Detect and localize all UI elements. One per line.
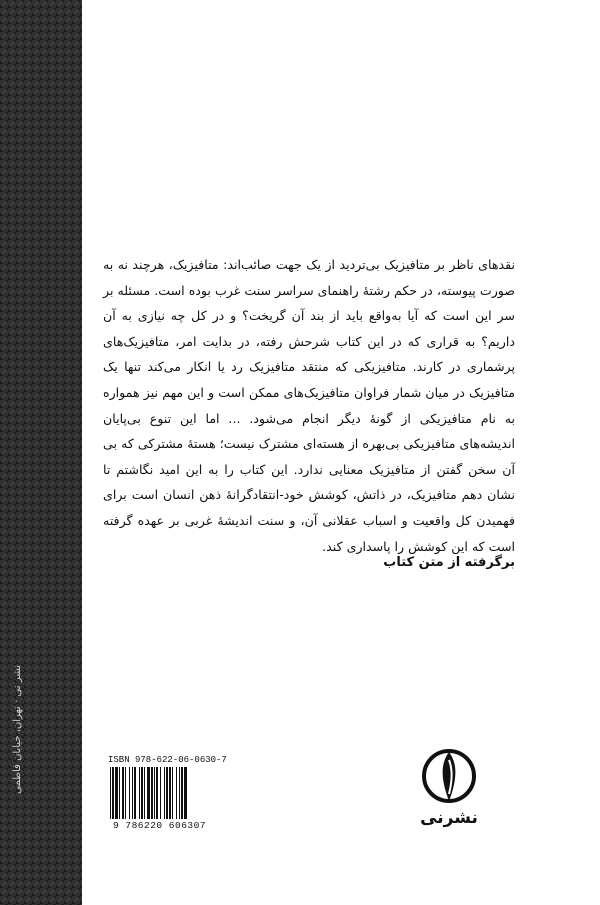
back-cover-blurb [103, 252, 515, 559]
blurb-paragraph: نقدهای ناظر بر متافیزیک بی‌تردید از یک جهت صائب‌اند: متافیزیک، هرچند نه به صورت پیوسته، در حکم رشتهٔ راهنمای سراسر سنت غرب بوده است. مسئله بر سر این است که آیا به‌واقع باید از بند آن گریخت؟ و در کل چه نیازی به آن داریم؟ به قراری که در این کتاب شرحش رفته، در بدایت امر، متافیزیک‌های پرشماری در کارند. متافیزیکی که منتقد متافیزیک رد یا انکار می‌کند تنها یک متافیزیک در میان شمار فراوان متافیزیک‌های ممکن است و این مهم نیز همواره به نام متافیزیکی از گونهٔ دیگر انجام می‌شود. ... اما این تنوع بی‌پایان اندیشه‌های متافیزیکی بی‌بهره از هسته‌ای مشترک نیست؛ هستهٔ مشترکی که بی آن سخن گفتن از متافیزیک معنایی ندارد. این کتاب را به این امید نگاشتم تا نشان دهم متافیزیک، در ذاتش، کوشش خود-انتقادگرانهٔ ذهن انسان است برای فهمیدن کل واقعیت و اسباب عقلانی آن، و سنت اندیشهٔ غربی بر عهده گرفته است که این کوشش را پاسداری کند. [103, 257, 515, 554]
barcode-icon [110, 767, 209, 819]
blurb-source: برگرفته از متن کتاب [383, 555, 515, 570]
reed-pen-logo-icon [420, 746, 478, 808]
publisher-logo [416, 746, 482, 836]
spine-caption: نشر نی · تهران، خیابان فاطمی [12, 665, 23, 794]
book-spine-pattern [0, 0, 82, 905]
isbn-number: 9 786220 606307 [112, 820, 206, 831]
isbn-barcode [108, 755, 227, 833]
isbn-label: ISBN 978-622-06-0630-7 [108, 755, 227, 765]
publisher-name: نشرنی [420, 808, 478, 828]
